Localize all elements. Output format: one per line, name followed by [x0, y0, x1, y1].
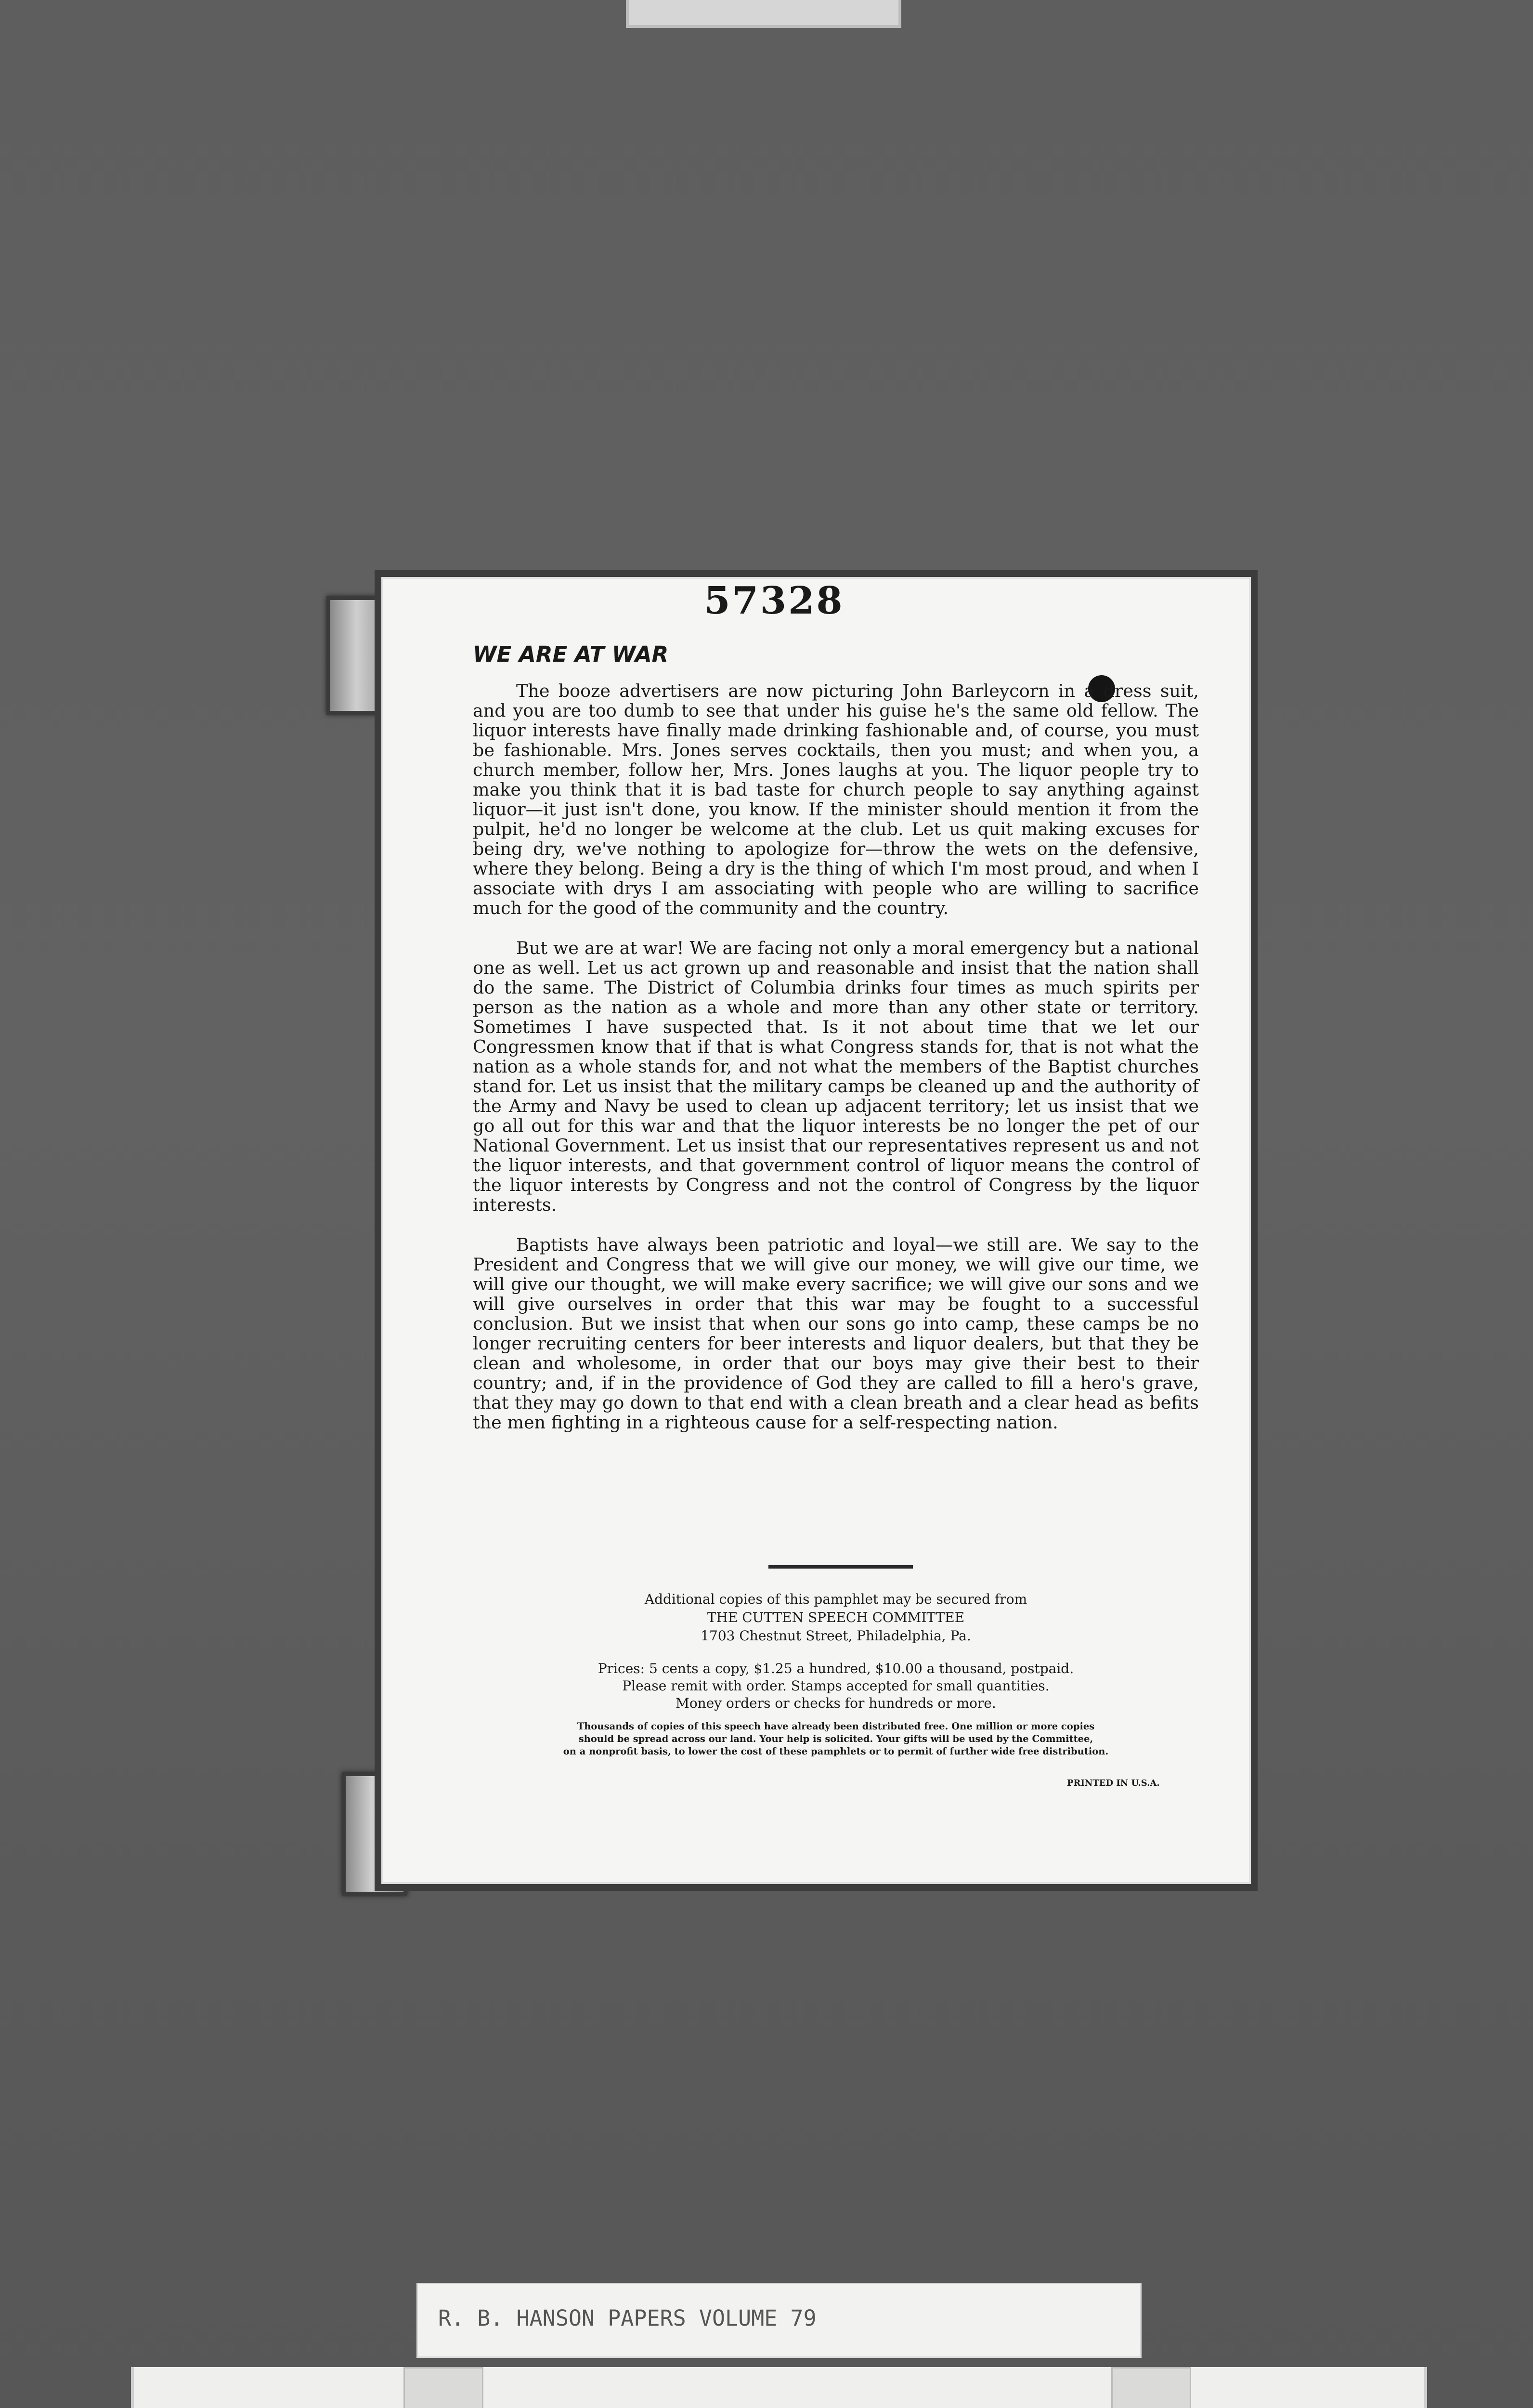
sheet-number: 57328 — [704, 579, 844, 623]
price-line: Please remit with order. Stamps accepted for small quantities. — [622, 1678, 1050, 1694]
paragraph: The booze advertisers are now picturing John Barleycorn in a dress suit, and you are too dumb to see that under his guise he's the same old fellow. The liquor interests have finally made drinking fashionable and, of course, you must be fashionable. Mrs. Jones serves cocktails, then you must; and when you, a church member, follow her, Mrs. Jones laughs at you. The liquor people try to make you think that it is bad taste for church people to say anything against liquor—it just isn't done, you know. If the minister should mention it from the pulpit, he'd no longer be welcome at the club. Let us quit making excuses for being dry, we've nothing to apologize for—throw the wets on the defensive, where they belong. Being a dry is the thing of which I'm most proud, and when I associate with drys I am associating with people who are willing to sacrifice much for the good of the community and the country. — [473, 681, 1199, 918]
body-text — [473, 681, 1199, 1432]
note-line: should be spread across our land. Your help is solicited. Your gifts will be used by the Committee, — [578, 1733, 1093, 1744]
footer-committee: THE CUTTEN SPEECH COMMITTEE — [707, 1610, 965, 1625]
price-line: Money orders or checks for hundreds or more. — [676, 1695, 996, 1711]
paragraph: Baptists have always been patriotic and loyal—we still are. We say to the President and Congress that we will give our money, we will give our time, we will give our thought, we will make every sacrifice; we will give our sons and we will give ourselves in order that this war may be fought to a successful conclusion. But we insist that when our sons go into camp, these camps be no longer recruiting centers for beer interests and liquor dealers, but that they be clean and wholesome, in order that our boys may give their best to their country; and, if in the providence of God they are called to fill a hero's grave, that they may go down to that end with a clean breath and a clear head as befits the men fighting in a righteous cause for a self-respecting nation. — [473, 1234, 1199, 1433]
footer-note — [473, 1720, 1199, 1758]
note-line: on a nonprofit basis, to lower the cost of these pamphlets or to permit of further wide free distribution. — [563, 1746, 1109, 1757]
footer-contact — [473, 1590, 1199, 1645]
divider — [768, 1565, 913, 1569]
top-paper-tab — [626, 0, 901, 28]
printed-in-label: PRINTED IN U.S.A. — [1067, 1778, 1160, 1788]
card-tape — [403, 2367, 483, 2408]
volume-label-text: R. B. HANSON PAPERS VOLUME 79 — [438, 2305, 817, 2331]
archives-stamp-card — [131, 2367, 1427, 2408]
pamphlet-page — [381, 577, 1251, 1884]
card-tape — [1111, 2367, 1191, 2408]
paragraph: But we are at war! We are facing not only a moral emergency but a national one as well. Let us act grown up and reasonable and insist that the nation shall do the same. The District of Columbia drinks four times as much spirits per person as the nation as a whole and more than any other state or territory. Sometimes I have suspected that. Is it not about time that we let our Congressmen know that if that is what Congress stands for, that is not what the nation as a whole stands for, and not what the members of the Baptist churches stand for. Let us insist that the military camps be cleaned up and the authority of the Army and Navy be used to clean up adjacent territory; let us insist that we go all out for this war and that the liquor interests be no longer the pet of our National Government. Let us insist that our representatives represent us and not the liquor interests, and that government control of liquor means the control of the liquor interests by Congress and not the control of Congress by the liquor interests. — [473, 938, 1199, 1215]
footer-line: Additional copies of this pamphlet may be secured from — [644, 1591, 1027, 1607]
footer-address: 1703 Chestnut Street, Philadelphia, Pa. — [701, 1628, 971, 1644]
price-line: Prices: 5 cents a copy, $1.25 a hundred, $10.00 a thousand, postpaid. — [598, 1661, 1074, 1676]
note-line: Thousands of copies of this speech have already been distributed free. One million or more copies — [577, 1721, 1095, 1732]
footer-prices — [473, 1660, 1199, 1712]
page-title: WE ARE AT WAR — [473, 641, 669, 667]
volume-label — [416, 2283, 1142, 2358]
